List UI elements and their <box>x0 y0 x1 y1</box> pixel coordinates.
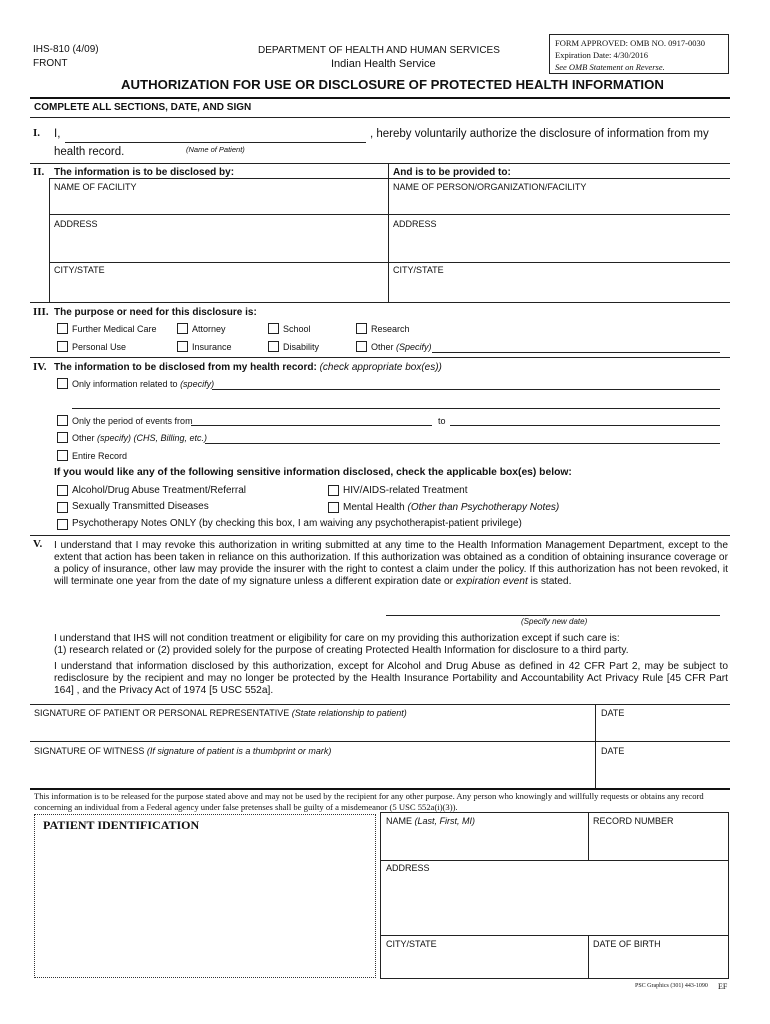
revocation-end: is stated. <box>527 576 572 587</box>
section-4-bottom-rule <box>30 535 730 536</box>
facility-city-label: CITY/STATE <box>54 265 105 275</box>
other-info-specify: (specify) (CHS, Billing, etc.) <box>97 433 208 443</box>
personal-use-checkbox[interactable] <box>57 341 68 352</box>
section-2-number: II. <box>33 166 45 178</box>
other-info-label <box>72 433 207 443</box>
only-related-checkbox[interactable] <box>57 378 68 389</box>
research-checkbox[interactable] <box>356 323 367 334</box>
only-related-input[interactable] <box>212 389 720 390</box>
witness-signature-field[interactable] <box>30 788 730 790</box>
other-info-input[interactable] <box>205 443 720 444</box>
provided-to-heading: And is to be provided to: <box>393 167 511 178</box>
patient-address-field[interactable] <box>380 935 729 936</box>
record-number-label: RECORD NUMBER <box>593 816 674 826</box>
further-medical-care-label: Further Medical Care <box>72 324 157 334</box>
signature-top-rule <box>30 704 730 705</box>
section-2-bottom-rule <box>30 302 730 303</box>
name-record-divider <box>588 812 589 860</box>
entire-record-checkbox[interactable] <box>57 450 68 461</box>
other-info-checkbox[interactable] <box>57 432 68 443</box>
personal-use-label: Personal Use <box>72 342 127 352</box>
facility-name-field[interactable] <box>49 214 730 215</box>
section-4-heading <box>54 362 442 373</box>
section-3-bottom-rule <box>30 357 730 358</box>
section-1-line-2: health record. <box>54 146 125 158</box>
school-checkbox[interactable] <box>268 323 279 334</box>
period-from-input[interactable] <box>191 425 432 426</box>
form-id: IHS-810 (4/09) <box>33 44 99 55</box>
recipient-city-label: CITY/STATE <box>393 265 444 275</box>
patient-name-caption: (Name of Patient) <box>186 145 245 154</box>
title-rule <box>30 97 730 99</box>
section-2-left-border <box>49 178 50 302</box>
revocation-emphasis: expiration event <box>455 576 528 587</box>
section-5-number: V. <box>33 538 43 550</box>
facility-address-label: ADDRESS <box>54 219 98 229</box>
section-4-heading-note: (check appropriate box(es)) <box>316 362 442 373</box>
psychotherapy-label: Psychotherapy Notes ONLY (by checking this box, I am waiving any psychotherapist-patient privilege) <box>72 518 522 529</box>
section-1-prefix: I, <box>54 128 61 140</box>
disclosed-by-heading: The information is to be disclosed by: <box>54 167 235 178</box>
form-title: AUTHORIZATION FOR USE OR DISCLOSURE OF PROTECTED HEALTH INFORMATION <box>121 77 664 92</box>
patient-signature-field[interactable] <box>30 741 730 742</box>
witness-signature-note: (If signature of patient is a thumbprint or mark) <box>146 746 332 756</box>
signature-date-divider <box>595 704 596 788</box>
section-1-number: I. <box>33 127 41 139</box>
section-1-authorization-text: , hereby voluntarily authorize the disclosure of information from my <box>370 128 709 140</box>
attorney-checkbox[interactable] <box>177 323 188 334</box>
only-related-label <box>72 379 214 389</box>
research-label: Research <box>371 324 410 334</box>
privacy-notice: This information is to be released for the purpose stated above and may not be used by the recipient for any other purpose. Any person who knowingly and willfully requests or obtains any record concerning an individual from a Federal agency under false pretenses shall be guilty of a misdemeanor (5 USC 552a(i)(3)). <box>34 791 704 812</box>
entire-record-label: Entire Record <box>72 451 128 461</box>
new-date-input[interactable] <box>386 615 720 616</box>
revocation-paragraph <box>54 540 728 588</box>
alcohol-drug-checkbox[interactable] <box>57 485 68 496</box>
patient-signature-text: SIGNATURE OF PATIENT OR PERSONAL REPRESENTATIVE <box>34 708 292 718</box>
disability-checkbox[interactable] <box>268 341 279 352</box>
form-format-code: EF <box>718 982 728 991</box>
disability-label: Disability <box>283 342 320 352</box>
printer-credit: PSC Graphics (301) 443-1090 <box>635 983 708 989</box>
mental-health-label <box>343 502 559 513</box>
mental-health-text: Mental Health <box>343 502 408 513</box>
redisclosure-paragraph: I understand that information disclosed by this authorization, except for Alcohol and Drug Abuse as defined in 42 CFR Part 2, may be subject to redisclosure by the recipient and may no longer be protected by the Health Insurance Portability and Accountability Act Privacy Rule [45 CFR Part 164] , and the Privacy Act of 1974 [5 USC 552a]. <box>54 661 728 696</box>
period-to-label: to <box>438 416 446 426</box>
treatment-condition-line-1: I understand that IHS will not condition treatment or eligibility for care on my providing this authorization except if such care is: <box>54 633 620 644</box>
section-2-header-rule <box>49 178 730 179</box>
instructions: COMPLETE ALL SECTIONS, DATE, AND SIGN <box>34 102 252 113</box>
patient-name-label-note: (Last, First, MI) <box>414 816 476 826</box>
witness-signature-text: SIGNATURE OF WITNESS <box>34 746 147 756</box>
school-label: School <box>283 324 311 334</box>
address-field[interactable] <box>49 262 730 263</box>
new-date-caption: (Specify new date) <box>521 617 588 626</box>
treatment-condition-line-2: (1) research related or (2) provided solely for the purpose of creating Protected Health Information for disclosure to a third party. <box>54 645 629 656</box>
patient-signature-date-label: DATE <box>601 708 625 718</box>
instruction-rule <box>30 117 730 118</box>
section-4-number: IV. <box>33 361 47 373</box>
patient-name-field[interactable] <box>380 860 729 861</box>
section-3-number: III. <box>33 306 49 318</box>
city-dob-divider <box>588 935 589 979</box>
other-purpose-input[interactable] <box>432 352 720 353</box>
mental-health-note: (Other than Psychotherapy Notes) <box>407 502 560 513</box>
patient-city-label: CITY/STATE <box>386 939 437 949</box>
witness-signature-date-label: DATE <box>601 746 625 756</box>
form-side: FRONT <box>33 58 68 69</box>
omb-box <box>549 34 729 74</box>
witness-signature-label <box>34 746 331 756</box>
omb-statement-note: See OMB Statement on Reverse. <box>555 62 665 72</box>
patient-id-heading: PATIENT IDENTIFICATION <box>43 818 200 832</box>
other-purpose-text: Other <box>371 342 397 352</box>
period-to-input[interactable] <box>450 425 720 426</box>
patient-signature-label <box>34 708 407 718</box>
alcohol-drug-label: Alcohol/Drug Abuse Treatment/Referral <box>72 485 246 496</box>
patient-name-label-text: NAME <box>386 816 415 826</box>
only-related-specify: (specify) <box>180 379 215 389</box>
recipient-address-label: ADDRESS <box>393 219 437 229</box>
hiv-aids-label: HIV/AIDS-related Treatment <box>343 485 468 496</box>
other-purpose-specify: (Specify) <box>396 342 432 352</box>
section-2-divider <box>388 163 389 302</box>
insurance-label: Insurance <box>192 342 232 352</box>
omb-number: FORM APPROVED: OMB NO. 0917-0030 <box>555 38 705 48</box>
std-checkbox[interactable] <box>57 502 68 513</box>
period-checkbox[interactable] <box>57 415 68 426</box>
recipient-name-label: NAME OF PERSON/ORGANIZATION/FACILITY <box>393 182 587 192</box>
other-info-text: Other <box>72 433 98 443</box>
section-4-heading-text: The information to be disclosed from my health record: <box>54 362 317 373</box>
facility-name-label: NAME OF FACILITY <box>54 182 137 192</box>
section-2-top-rule <box>30 163 730 164</box>
patient-name-input[interactable] <box>65 142 366 143</box>
revocation-text: I understand that I may revoke this authorization in writing submitted at any time to the Health Information Management Department, except to the extent that action has been taken in reliance on this authorization. If this authorization was obtained as a condition of obtaining insurance coverage or a policy of insurance, other law may provide the insurer with the right to contest a claim under the policy. If this authorization has not been revoked, it will terminate one year from the date of my signature unless a different expiration date or <box>54 540 728 587</box>
attorney-label: Attorney <box>192 324 226 334</box>
sensitive-info-heading: If you would like any of the following sensitive information disclosed, check the applicable box(es) below: <box>54 467 572 478</box>
patient-signature-note: (State relationship to patient) <box>291 708 407 718</box>
further-medical-care-checkbox[interactable] <box>57 323 68 334</box>
mental-health-checkbox[interactable] <box>328 502 339 513</box>
omb-expiration: Expiration Date: 4/30/2016 <box>555 50 649 60</box>
only-related-text: Only information related to <box>72 379 181 389</box>
purpose-heading: The purpose or need for this disclosure is: <box>54 307 257 318</box>
psychotherapy-checkbox[interactable] <box>57 519 68 530</box>
hiv-aids-checkbox[interactable] <box>328 485 339 496</box>
patient-id-box <box>34 814 376 978</box>
other-purpose-checkbox[interactable] <box>356 341 367 352</box>
department-name: DEPARTMENT OF HEALTH AND HUMAN SERVICES <box>258 45 500 56</box>
other-purpose-label <box>371 342 432 352</box>
patient-info-grid <box>380 812 729 979</box>
agency-name: Indian Health Service <box>331 58 436 70</box>
patient-name-label <box>386 816 475 826</box>
patient-address-label: ADDRESS <box>386 863 430 873</box>
date-of-birth-label: DATE OF BIRTH <box>593 939 661 949</box>
period-label: Only the period of events from <box>72 416 193 426</box>
insurance-checkbox[interactable] <box>177 341 188 352</box>
std-label: Sexually Transmitted Diseases <box>72 501 209 512</box>
only-related-input-line-2[interactable] <box>72 408 720 409</box>
